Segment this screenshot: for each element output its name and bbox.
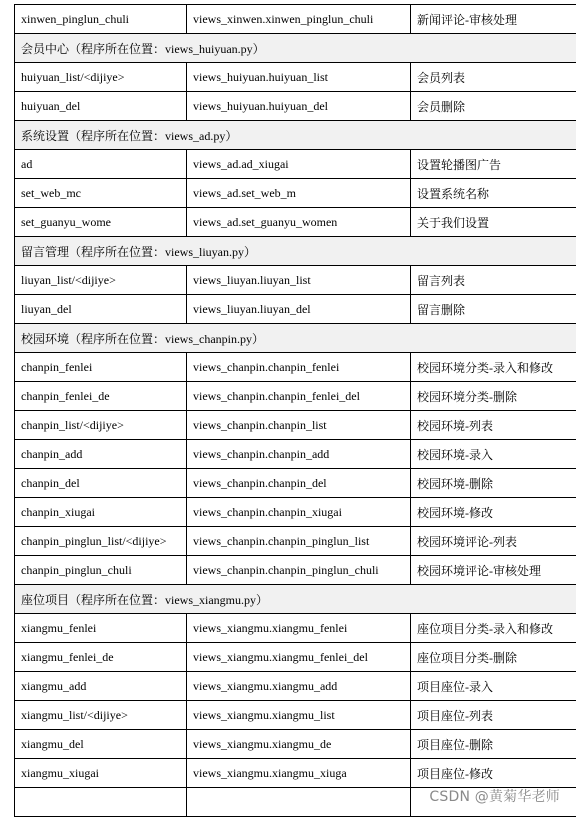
table-row [15,527,576,556]
route-cell: chanpin_fenlei [15,353,187,382]
route-cell: chanpin_del [15,469,187,498]
route-table [14,4,576,817]
route-cell: xiangmu_xiugai [15,759,187,788]
description-cell: 校园环境评论-审核处理 [411,556,576,585]
description-cell: 会员删除 [411,92,576,121]
description-cell: 设置系统名称 [411,179,576,208]
table-row [15,92,576,121]
view-function-cell: views_xiangmu.xiangmu_add [187,672,411,701]
section-header-row [15,324,576,353]
table-row [15,150,576,179]
section-title: 留言管理（程序所在位置：views_liuyan.py） [15,237,576,266]
route-cell: liuyan_del [15,295,187,324]
section-title: 系统设置（程序所在位置：views_ad.py） [15,121,576,150]
table-row [15,701,576,730]
description-cell: 设置轮播图广告 [411,150,576,179]
route-cell: huiyuan_list/<dijiye> [15,63,187,92]
table-row [15,614,576,643]
route-cell: chanpin_add [15,440,187,469]
description-cell: 项目座位-录入 [411,672,576,701]
table-row [15,5,576,34]
route-cell: chanpin_xiugai [15,498,187,527]
table-row [15,208,576,237]
table-row [15,469,576,498]
table-row [15,63,576,92]
view-function-cell: views_ad.set_guanyu_women [187,208,411,237]
description-cell: 校园环境-列表 [411,411,576,440]
csdn-watermark: CSDN @黄菊华老师 [429,786,560,806]
view-function-cell: views_chanpin.chanpin_list [187,411,411,440]
view-function-cell: views_xiangmu.xiangmu_list [187,701,411,730]
description-cell: 新闻评论-审核处理 [411,5,576,34]
view-function-cell: views_chanpin.chanpin_fenlei_del [187,382,411,411]
route-cell: ad [15,150,187,179]
description-cell: 关于我们设置 [411,208,576,237]
description-cell: 留言删除 [411,295,576,324]
view-function-cell: views_chanpin.chanpin_pinglun_chuli [187,556,411,585]
route-cell: xinwen_pinglun_chuli [15,5,187,34]
view-function-cell: views_liuyan.liuyan_del [187,295,411,324]
description-cell: 项目座位-列表 [411,701,576,730]
view-function-cell: views_xiangmu.xiangmu_fenlei_del [187,643,411,672]
route-cell: huiyuan_del [15,92,187,121]
view-function-cell: views_chanpin.chanpin_fenlei [187,353,411,382]
description-cell: 校园环境分类-录入和修改 [411,353,576,382]
description-cell: 座位项目分类-录入和修改 [411,614,576,643]
section-header-row [15,121,576,150]
view-function-cell: views_chanpin.chanpin_del [187,469,411,498]
table-row [15,759,576,788]
view-function-cell: views_chanpin.chanpin_pinglun_list [187,527,411,556]
view-function-cell: views_ad.ad_xiugai [187,150,411,179]
route-cell: chanpin_pinglun_list/<dijiye> [15,527,187,556]
view-function-cell: views_liuyan.liuyan_list [187,266,411,295]
route-cell: xiangmu_fenlei [15,614,187,643]
route-cell: xiangmu_list/<dijiye> [15,701,187,730]
table-row [15,266,576,295]
route-cell: liuyan_list/<dijiye> [15,266,187,295]
description-cell: 校园环境分类-删除 [411,382,576,411]
view-function-cell: views_xiangmu.xiangmu_xiuga [187,759,411,788]
table-row [15,179,576,208]
view-function-cell: views_huiyuan.huiyuan_list [187,63,411,92]
description-cell: 项目座位-删除 [411,730,576,759]
table-row [15,382,576,411]
table-row [15,353,576,382]
description-cell: 校园环境-删除 [411,469,576,498]
table-row [15,556,576,585]
description-cell: 校园环境-修改 [411,498,576,527]
description-cell: 留言列表 [411,266,576,295]
table-row [15,440,576,469]
section-header-row [15,237,576,266]
description-cell: 座位项目分类-删除 [411,643,576,672]
route-cell: chanpin_pinglun_chuli [15,556,187,585]
section-header-row [15,585,576,614]
route-cell: xiangmu_del [15,730,187,759]
description-cell: 校园环境评论-列表 [411,527,576,556]
section-title: 校园环境（程序所在位置：views_chanpin.py） [15,324,576,353]
route-cell: chanpin_fenlei_de [15,382,187,411]
view-function-cell: views_huiyuan.huiyuan_del [187,92,411,121]
route-table-body [15,5,576,817]
view-function-cell: views_xinwen.xinwen_pinglun_chuli [187,5,411,34]
route-cell: xiangmu_fenlei_de [15,643,187,672]
section-header-row [15,34,576,63]
route-cell [15,788,187,817]
description-cell: 项目座位-修改 [411,759,576,788]
route-cell: xiangmu_add [15,672,187,701]
table-row [15,498,576,527]
view-function-cell: views_xiangmu.xiangmu_de [187,730,411,759]
route-cell: set_guanyu_wome [15,208,187,237]
route-cell: chanpin_list/<dijiye> [15,411,187,440]
table-row [15,672,576,701]
description-cell: 校园环境-录入 [411,440,576,469]
section-title: 座位项目（程序所在位置：views_xiangmu.py） [15,585,576,614]
table-row [15,411,576,440]
view-function-cell: views_chanpin.chanpin_xiugai [187,498,411,527]
table-row [15,730,576,759]
route-cell: set_web_mc [15,179,187,208]
section-title: 会员中心（程序所在位置：views_huiyuan.py） [15,34,576,63]
table-row [15,643,576,672]
view-function-cell: views_xiangmu.xiangmu_fenlei [187,614,411,643]
table-row [15,295,576,324]
view-function-cell: views_chanpin.chanpin_add [187,440,411,469]
view-function-cell [187,788,411,817]
view-function-cell: views_ad.set_web_m [187,179,411,208]
description-cell: 会员列表 [411,63,576,92]
